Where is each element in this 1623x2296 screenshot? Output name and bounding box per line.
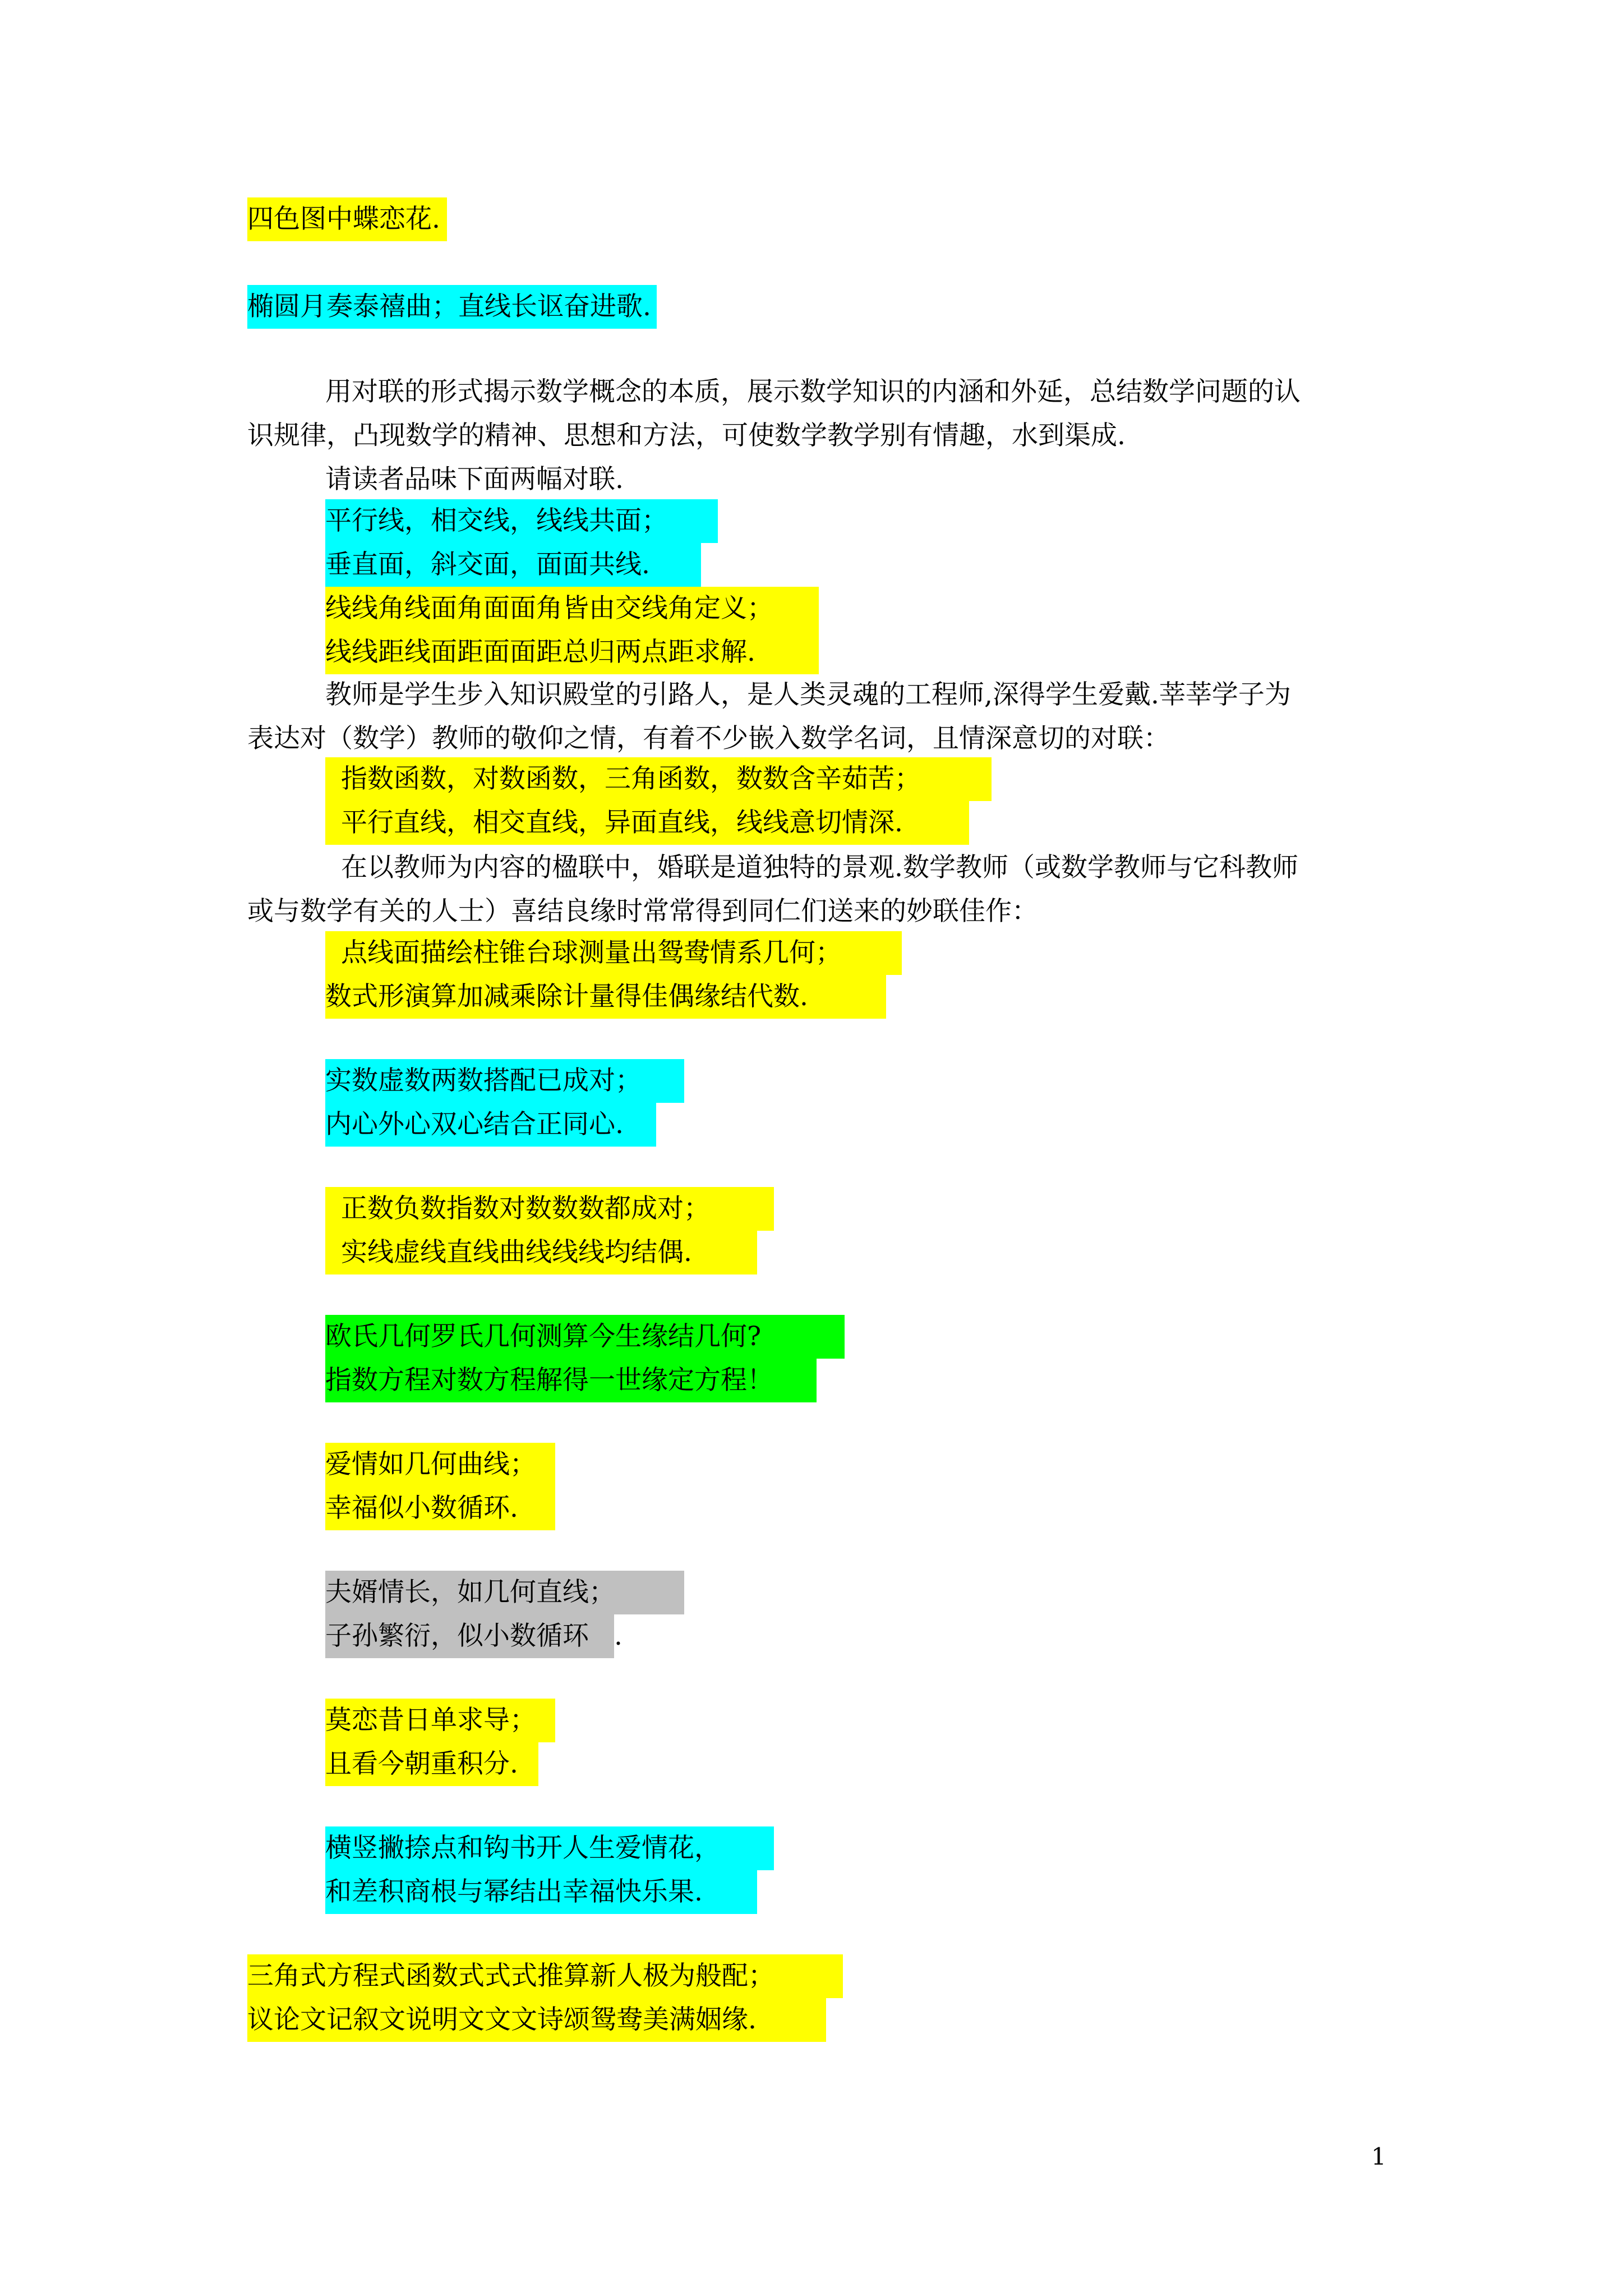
highlighted-text: 平行线，相交线，线线共面； — [325, 499, 718, 543]
highlighted-text: 议论文记叙文说明文文文诗颂鸳鸯美满姻缘. — [247, 1998, 826, 2042]
text-line — [325, 1231, 757, 1274]
text-line — [325, 1187, 774, 1231]
text-line — [325, 1614, 623, 1658]
text-line — [325, 757, 992, 801]
text-line — [247, 197, 447, 241]
text-line — [325, 1315, 845, 1359]
highlighted-text: 平行直线，相交直线，异面直线，线线意切情深. — [325, 801, 969, 845]
text-line — [325, 543, 701, 587]
highlighted-text: 四色图中蝶恋花. — [247, 197, 447, 241]
page-number: 1 — [1371, 2143, 1386, 2170]
paragraph: 教师是学生步入知识殿堂的引路人，是人类灵魂的工程师,深得学生爱戴.莘莘学子为 — [325, 679, 1291, 710]
highlighted-text: 幸福似小数循环. — [325, 1487, 555, 1530]
text-line — [247, 285, 657, 329]
text-line — [325, 631, 819, 674]
text-line — [325, 1826, 774, 1870]
highlighted-text: 线线角线面角面面角皆由交线角定义； — [325, 587, 819, 631]
punctuation: . — [614, 1621, 623, 1651]
highlighted-text: 线线距线面距面面距总归两点距求解. — [325, 631, 819, 674]
highlighted-text: 指数方程对数方程解得一世缘定方程！ — [325, 1359, 817, 1402]
text-line — [325, 1359, 817, 1402]
highlighted-text: 椭圆月奏泰禧曲；直线长讴奋进歌. — [247, 285, 657, 329]
highlighted-text: 爱情如几何曲线； — [325, 1443, 555, 1487]
text-line — [325, 1571, 684, 1614]
text-line — [325, 1487, 555, 1530]
highlighted-text: 垂直面，斜交面，面面共线. — [325, 543, 701, 587]
paragraph: 表达对（数学）教师的敬仰之情，有着不少嵌入数学名词，且情深意切的对联： — [247, 723, 1170, 754]
highlighted-text: 横竖撇捺点和钩书开人生爱情花， — [325, 1826, 774, 1870]
text-line — [247, 1954, 843, 1998]
text-line — [325, 1443, 555, 1487]
highlighted-text: 实线虚线直线曲线线线均结偶. — [325, 1231, 757, 1274]
text-line — [325, 801, 969, 845]
highlighted-text: 内心外心双心结合正同心. — [325, 1103, 656, 1147]
paragraph: 在以教师为内容的楹联中，婚联是道独特的景观.数学教师（或数学教师与它科教师 — [341, 852, 1298, 883]
paragraph: 或与数学有关的人士）喜结良缘时常常得到同仁们送来的妙联佳作： — [247, 896, 1038, 927]
highlighted-text: 实数虚数两数搭配已成对； — [325, 1059, 684, 1103]
text-line — [325, 1103, 656, 1147]
text-line — [325, 499, 718, 543]
text-line — [325, 931, 902, 975]
highlighted-text: 数式形演算加减乘除计量得佳偶缘结代数. — [325, 975, 886, 1019]
highlighted-text: 莫恋昔日单求导； — [325, 1699, 555, 1742]
highlighted-text: 夫婿情长，如几何直线； — [325, 1571, 684, 1614]
highlighted-text: 三角式方程式函数式式式推算新人极为般配； — [247, 1954, 843, 1998]
highlighted-text: 正数负数指数对数数数都成对； — [325, 1187, 774, 1231]
text-line — [325, 1870, 757, 1914]
text-line — [325, 975, 886, 1019]
highlighted-text: 和差积商根与幂结出幸福快乐果. — [325, 1870, 757, 1914]
text-line — [247, 1998, 826, 2042]
highlighted-text: 点线面描绘柱锥台球测量出鸳鸯情系几何； — [325, 931, 902, 975]
paragraph: 识规律，凸现数学的精神、思想和方法，可使数学教学别有情趣，水到渠成. — [247, 420, 1126, 451]
highlighted-text: 欧氏几何罗氏几何测算今生缘结几何? — [325, 1315, 845, 1359]
paragraph: 用对联的形式揭示数学概念的本质，展示数学知识的内涵和外延，总结数学问题的认 — [325, 376, 1301, 407]
text-line — [325, 1742, 538, 1786]
highlighted-text: 且看今朝重积分. — [325, 1742, 538, 1786]
text-line — [325, 1699, 555, 1742]
text-line — [325, 587, 819, 631]
highlighted-text: 子孙繁衍，似小数循环 — [325, 1614, 614, 1658]
paragraph: 请读者品味下面两幅对联. — [325, 464, 624, 495]
highlighted-text: 指数函数，对数函数，三角函数，数数含辛茹苦； — [325, 757, 992, 801]
text-line — [325, 1059, 684, 1103]
